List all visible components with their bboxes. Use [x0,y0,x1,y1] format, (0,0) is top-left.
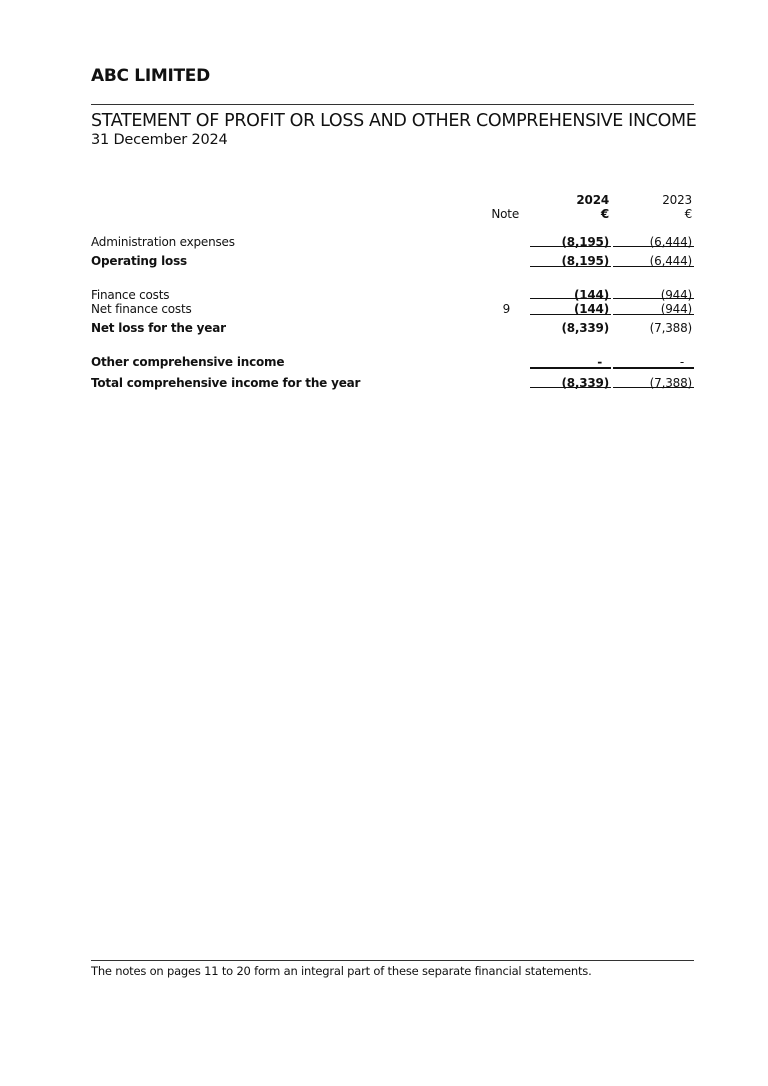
company-name: ABC LIMITED [91,66,210,86]
column-header-note: Note [491,207,519,221]
row-value-prior-administration-expenses: (6,444) [649,235,692,249]
row-value-prior-total-comprehensive-income: (7,388) [649,376,692,390]
statement-title: STATEMENT OF PROFIT OR LOSS AND OTHER COMPREHENSIVE INCOME [91,111,697,131]
underline-current-net-finance-costs [530,314,611,315]
row-label-finance-costs: Finance costs [91,288,170,302]
row-value-current-total-comprehensive-income: (8,339) [561,376,609,390]
row-value-current-operating-loss: (8,195) [561,254,609,268]
underline-prior-operating-loss [613,266,694,267]
underline-current-other-comprehensive-income [530,367,611,369]
row-value-prior-net-finance-costs: (944) [660,302,692,316]
footer-note: The notes on pages 11 to 20 form an integral part of these separate financial statements. [91,964,592,978]
row-value-prior-other-comprehensive-income: - [679,355,684,369]
statement-date: 31 December 2024 [91,132,228,148]
header-rule [91,104,694,105]
footer-rule [91,960,694,961]
row-label-net-loss: Net loss for the year [91,321,226,335]
column-header-currency-current: € [600,207,609,221]
underline-current-administration [530,246,611,247]
row-label-total-comprehensive-income: Total comprehensive income for the year [91,376,361,390]
row-value-prior-operating-loss: (6,444) [649,254,692,268]
row-note-net-finance-costs: 9 [502,302,510,316]
row-label-net-finance-costs: Net finance costs [91,302,192,316]
row-value-current-administration-expenses: (8,195) [561,235,609,249]
underline-current-total [530,387,611,388]
underline-current-operating-loss [530,266,611,267]
column-header-year-prior: 2023 [662,193,692,207]
row-value-current-finance-costs: (144) [573,288,609,302]
row-value-current-other-comprehensive-income: - [597,355,602,369]
underline-prior-total [613,387,694,388]
underline-prior-administration [613,246,694,247]
row-value-current-net-finance-costs: (144) [573,302,609,316]
row-label-administration-expenses: Administration expenses [91,235,235,249]
column-header-currency-prior: € [684,207,692,221]
row-value-prior-finance-costs: (944) [660,288,692,302]
row-value-current-net-loss: (8,339) [561,321,609,335]
underline-prior-other-comprehensive-income [613,367,694,369]
column-header-year-current: 2024 [576,193,609,207]
row-label-operating-loss: Operating loss [91,254,187,268]
row-label-other-comprehensive-income: Other comprehensive income [91,355,285,369]
row-value-prior-net-loss: (7,388) [649,321,692,335]
underline-prior-net-finance-costs [613,314,694,315]
